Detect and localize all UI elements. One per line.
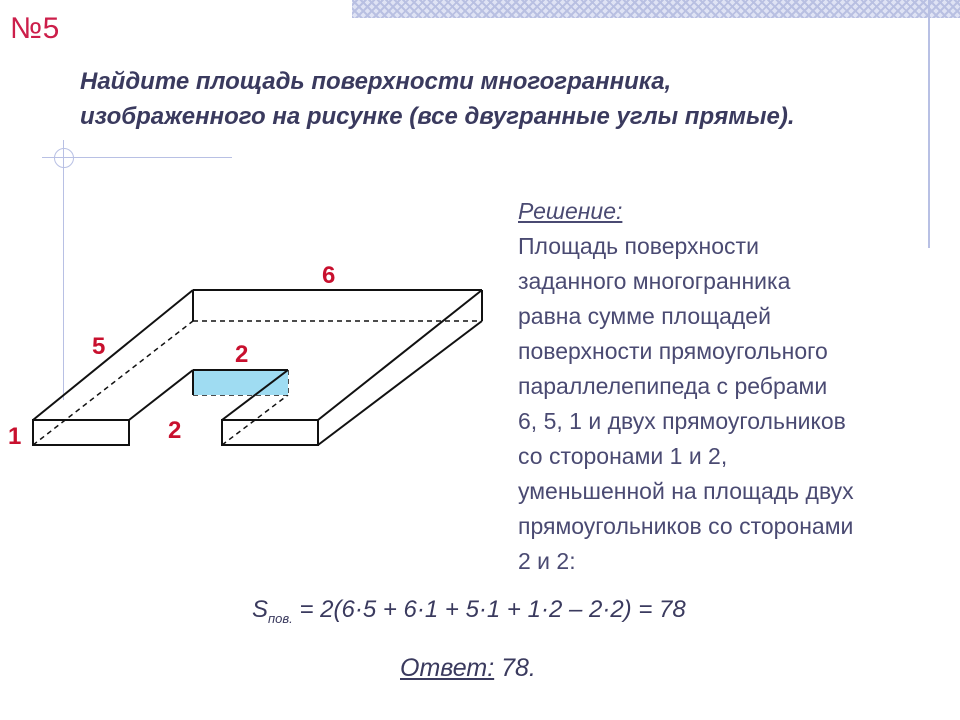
visible-edges (33, 290, 482, 445)
polyhedron-figure (0, 250, 500, 460)
solution-title: Решение: (518, 198, 623, 224)
label-depth: 5 (92, 333, 106, 360)
answer-label: Ответ: (400, 654, 495, 682)
solution-text (518, 194, 938, 579)
formula-expression: = 2(6·5 + 6·1 + 5·1 + 1·2 – 2·2) = 78 (292, 596, 686, 623)
problem-number: №5 (10, 12, 60, 45)
decorative-circle (54, 148, 74, 168)
label-notch-depth: 2 (168, 417, 182, 444)
solution-line: 2 и 2: (518, 548, 576, 574)
label-length: 6 (322, 262, 336, 289)
solution-line: 6, 5, 1 и двух прямоугольников (518, 408, 846, 434)
label-notch-width: 2 (235, 341, 249, 368)
decorative-pattern-strip (352, 0, 960, 18)
formula-subscript: пов. (268, 611, 293, 626)
solution-line: уменьшенной на площадь двух (518, 478, 854, 504)
solution-line: заданного многогранника (518, 268, 791, 294)
task-statement (80, 64, 920, 134)
solution-line: со сторонами 1 и 2, (518, 443, 728, 469)
answer-value: 78. (494, 654, 536, 682)
solution-line: Площадь поверхности (518, 233, 759, 259)
task-line-1: Найдите площадь поверхности многогранника, (80, 68, 672, 95)
answer (400, 654, 536, 683)
solution-line: равна сумме площадей (518, 303, 771, 329)
task-line-2: изображенного на рисунке (все двугранные углы прямые). (80, 103, 795, 130)
label-height: 1 (8, 423, 22, 450)
formula-symbol: S (252, 596, 269, 623)
solution-line: поверхности прямоугольного (518, 338, 828, 364)
solution-line: прямоугольников со сторонами (518, 513, 854, 539)
area-formula (252, 596, 686, 626)
solution-line: параллелепипеда с ребрами (518, 373, 828, 399)
notch-back-face (193, 370, 288, 395)
